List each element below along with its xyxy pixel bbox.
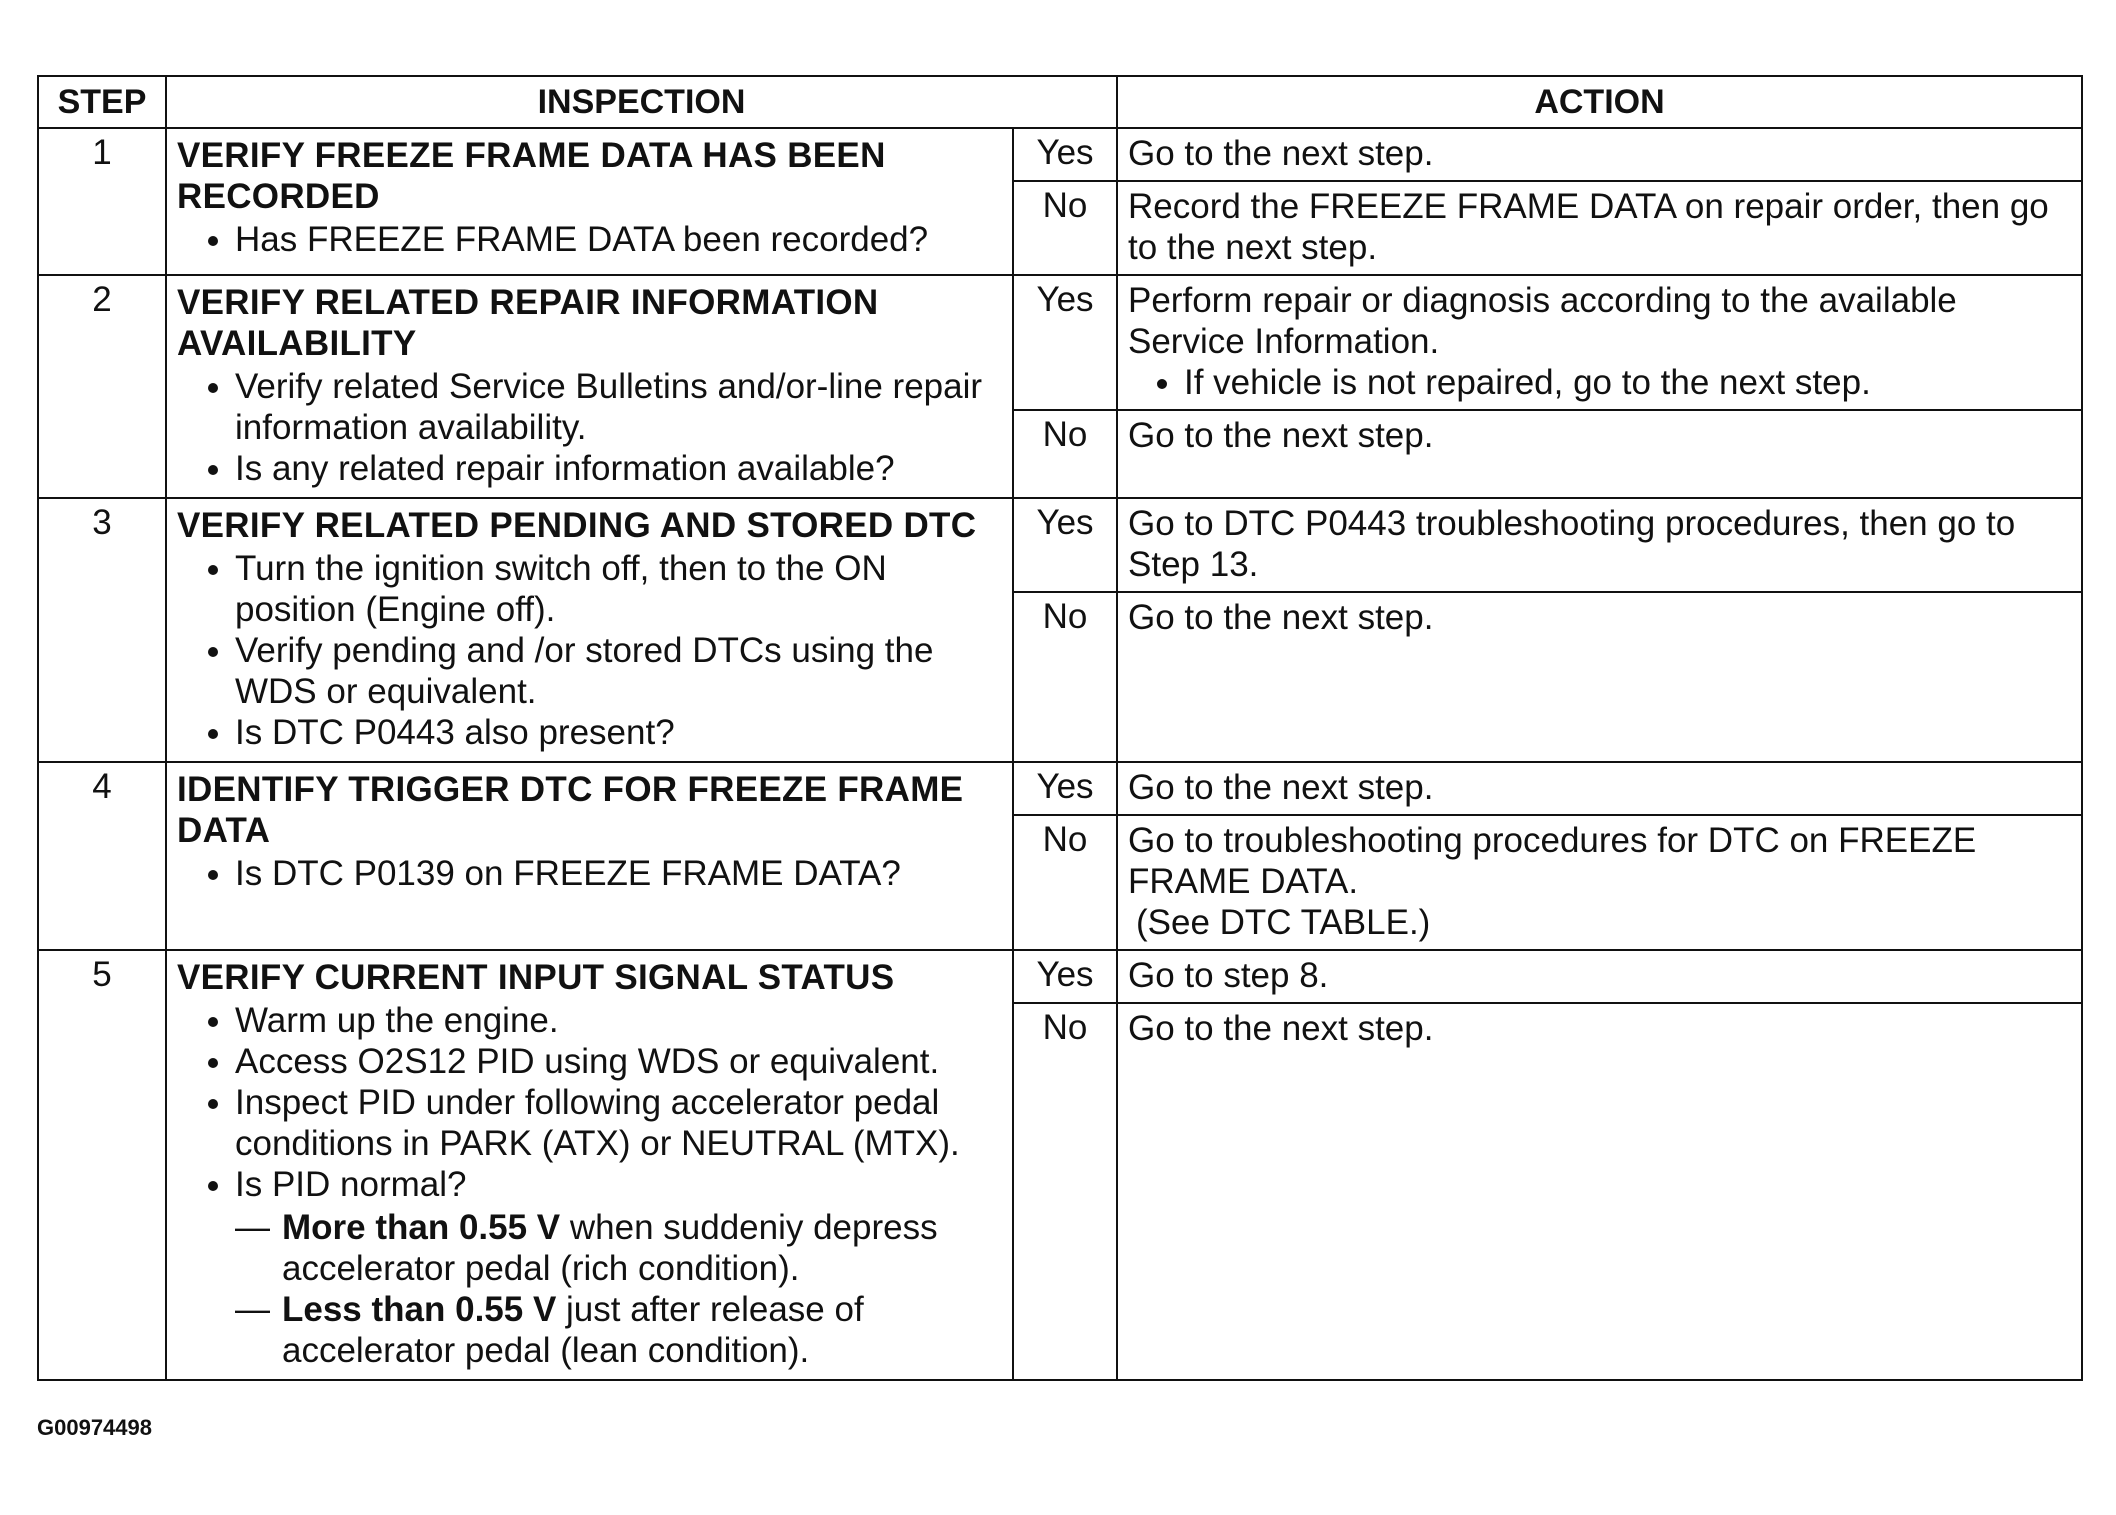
list-item: • Has FREEZE FRAME DATA been recorded?	[235, 219, 1002, 260]
diagnostic-table	[37, 75, 2083, 1381]
figure-code: G00974498	[37, 1415, 152, 1440]
table-row	[38, 275, 2082, 410]
inspection-header: INSPECTION	[166, 76, 1117, 128]
no-action: Go to the next step.	[1117, 592, 2082, 762]
list-item: • If vehicle is not repaired, go to the next step.	[1184, 362, 2071, 403]
table-row	[38, 762, 2082, 815]
inspection-title: VERIFY FREEZE FRAME DATA HAS BEEN RECORDED	[177, 136, 886, 216]
header-row	[38, 76, 2082, 128]
table-row	[38, 128, 2082, 181]
step-number: 1	[38, 128, 166, 275]
list-item: • Is DTC P0139 on FREEZE FRAME DATA?	[235, 853, 1002, 894]
yes-label: Yes	[1013, 762, 1117, 815]
list-item: • Is DTC P0443 also present?	[235, 712, 1002, 753]
condition-text: just after release of accelerator pedal (lean condition).	[282, 1290, 864, 1370]
no-label: No	[1013, 410, 1117, 498]
bullet-list	[177, 853, 1002, 894]
yes-action: Perform repair or diagnosis according to the available Service Information.	[1128, 281, 1957, 361]
no-action: Go to the next step.	[1117, 1003, 2082, 1380]
list-item: • Turn the ignition switch off, then to the ON position (Engine off).	[235, 548, 1002, 630]
list-item: • Verify pending and /or stored DTCs using the WDS or equivalent.	[235, 630, 1002, 712]
inspection-title: VERIFY RELATED REPAIR INFORMATION AVAILABILITY	[177, 283, 879, 363]
bullet-list	[177, 548, 1002, 753]
condition-list	[177, 1207, 1002, 1371]
yes-action: Go to the next step.	[1117, 762, 2082, 815]
bullet-list	[177, 219, 1002, 260]
condition-text: when suddeniy depress accelerator pedal (rich condition).	[282, 1208, 938, 1288]
list-item: • Inspect PID under following accelerator pedal conditions in PARK (ATX) or NEUTRAL (MTX).	[235, 1082, 1002, 1164]
inspection-title: IDENTIFY TRIGGER DTC FOR FREEZE FRAME DATA	[177, 770, 964, 850]
no-label: No	[1013, 592, 1117, 762]
list-item: • Is any related repair information available?	[235, 448, 1002, 489]
yes-label: Yes	[1013, 950, 1117, 1003]
step-header: STEP	[38, 76, 166, 128]
inspection-cell	[166, 762, 1013, 950]
bullet-list	[177, 1000, 1002, 1205]
yes-action: Go to the next step.	[1117, 128, 2082, 181]
step-number: 4	[38, 762, 166, 950]
inspection-title: VERIFY CURRENT INPUT SIGNAL STATUS	[177, 958, 895, 997]
yes-label: Yes	[1013, 498, 1117, 592]
condition-value: Less than 0.55 V	[282, 1290, 557, 1329]
condition-value: More than 0.55 V	[282, 1208, 561, 1247]
no-label: No	[1013, 1003, 1117, 1380]
yes-action: Go to DTC P0443 troubleshooting procedures, then go to Step 13.	[1117, 498, 2082, 592]
yes-action: Go to step 8.	[1117, 950, 2082, 1003]
no-action: Go to the next step.	[1117, 410, 2082, 498]
no-action-cell	[1117, 815, 2082, 950]
no-label: No	[1013, 815, 1117, 950]
inspection-cell	[166, 128, 1013, 275]
list-item: • Access O2S12 PID using WDS or equivalent.	[235, 1041, 1002, 1082]
inspection-title: VERIFY RELATED PENDING AND STORED DTC	[177, 506, 977, 545]
bullet-list	[177, 366, 1002, 489]
step-number: 5	[38, 950, 166, 1380]
inspection-cell	[166, 275, 1013, 498]
step-number: 3	[38, 498, 166, 762]
dash-marker: —	[235, 1208, 270, 1247]
condition-item	[235, 1207, 1002, 1289]
yes-label: Yes	[1013, 128, 1117, 181]
list-item: • Verify related Service Bulletins and/or-line repair information availability.	[235, 366, 1002, 448]
step-number: 2	[38, 275, 166, 498]
no-action-note: (See DTC TABLE.)	[1136, 903, 1431, 942]
table-row	[38, 950, 2082, 1003]
table-row	[38, 498, 2082, 592]
list-item: • Warm up the engine.	[235, 1000, 1002, 1041]
inspection-cell	[166, 950, 1013, 1380]
no-label: No	[1013, 181, 1117, 275]
condition-item	[235, 1289, 1002, 1371]
list-item: • Is PID normal?	[235, 1164, 1002, 1205]
no-action: Record the FREEZE FRAME DATA on repair order, then go to the next step.	[1117, 181, 2082, 275]
no-action: Go to troubleshooting procedures for DTC on FREEZE FRAME DATA.	[1128, 821, 1977, 901]
inspection-cell	[166, 498, 1013, 762]
bullet-list	[1128, 362, 2071, 403]
yes-label: Yes	[1013, 275, 1117, 410]
action-header: ACTION	[1117, 76, 2082, 128]
dash-marker: —	[235, 1290, 270, 1329]
yes-action-cell	[1117, 275, 2082, 410]
